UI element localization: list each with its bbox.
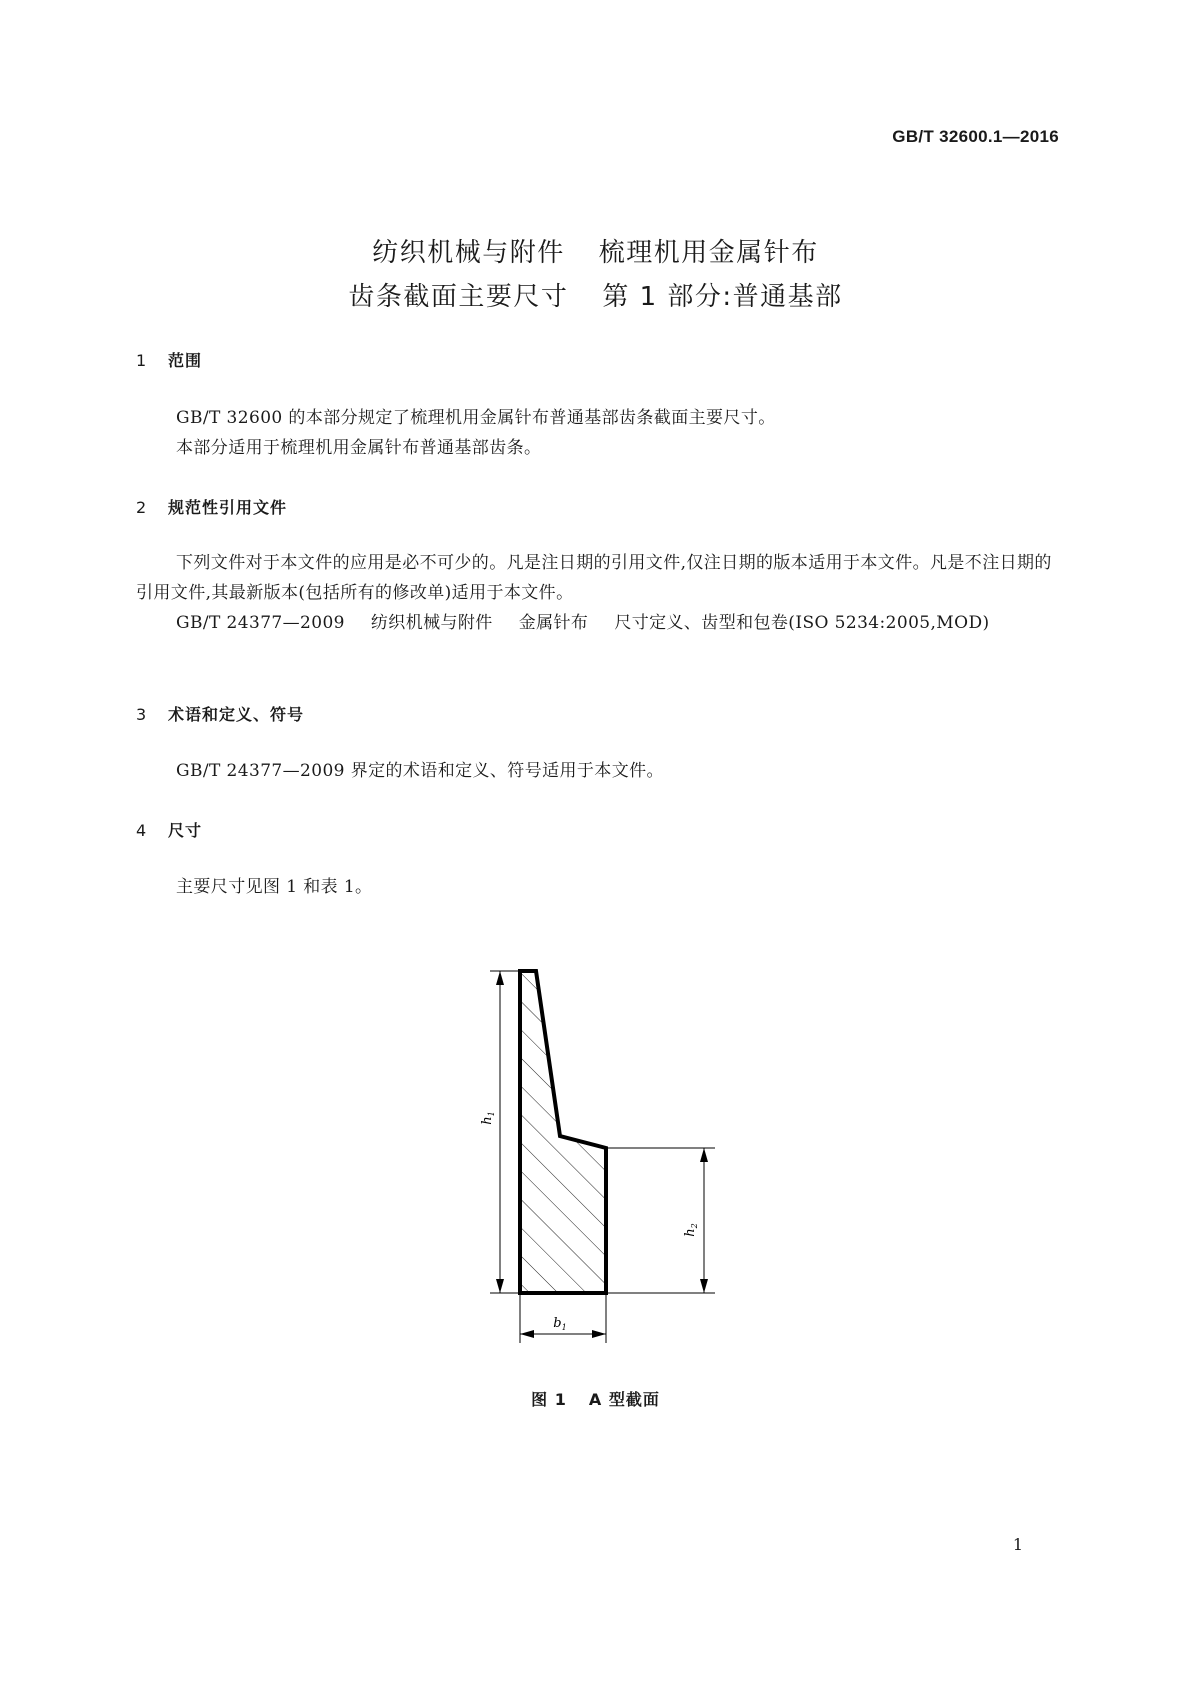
h2-label-sub: 2: [690, 1223, 699, 1229]
section-2-reference: [136, 608, 1056, 638]
section-number: 3: [136, 705, 148, 724]
h2-arrow-bottom: [700, 1279, 708, 1293]
h2-label: [683, 1223, 699, 1236]
figure-number: 图 1: [531, 1390, 567, 1409]
standard-number: GB/T 32600.1—2016: [892, 127, 1059, 146]
section-3-heading: [136, 702, 304, 725]
reference-title: 纺织机械与附件: [370, 613, 493, 633]
b1-arrow-right: [592, 1330, 606, 1338]
figure-caption: [0, 1387, 1191, 1410]
document-title-line-1: [0, 232, 1191, 269]
section-number: 4: [136, 821, 148, 840]
section-title: 尺寸: [168, 821, 203, 840]
cross-section-figure: [460, 966, 720, 1346]
section-number: 1: [136, 351, 148, 370]
reference-title: 金属针布: [518, 613, 589, 633]
page-number: 1: [1012, 1535, 1023, 1554]
title-part: 梳理机用金属针布: [598, 238, 819, 268]
reference-title: 尺寸定义、齿型和包卷(ISO 5234:2005,MOD): [614, 613, 990, 633]
h1-label-sub: 1: [487, 1111, 496, 1117]
section-title: 范围: [168, 351, 203, 370]
section-4-paragraph-1: 主要尺寸见图 1 和表 1。: [176, 877, 373, 897]
section-1-paragraph-2: 本部分适用于梳理机用金属针布普通基部齿条。: [176, 438, 542, 458]
section-number: 2: [136, 498, 148, 517]
title-part: 第 1 部分:普通基部: [602, 282, 843, 312]
section-4-heading: [136, 818, 202, 841]
b1-label: [553, 1316, 566, 1332]
section-3-paragraph-1: GB/T 24377—2009 界定的术语和定义、符号适用于本文件。: [176, 761, 664, 781]
reference-code: GB/T 24377—2009: [176, 613, 345, 633]
title-part: 齿条截面主要尺寸: [348, 282, 569, 312]
h1-arrow-bottom: [496, 1279, 504, 1293]
section-title: 术语和定义、符号: [168, 705, 305, 724]
b1-label-sub: 1: [561, 1323, 567, 1332]
section-title: 规范性引用文件: [168, 498, 288, 517]
h1-label: [480, 1111, 496, 1124]
b1-label-main: b: [553, 1316, 562, 1331]
section-profile: [520, 971, 606, 1293]
section-2-paragraph-1: 下列文件对于本文件的应用是必不可少的。凡是注日期的引用文件,仅注日期的版本适用于本文件。凡是不注日期的引用文件,其最新版本(包括所有的修改单)适用于本文件。: [136, 553, 1052, 603]
section-1-paragraph-1: GB/T 32600 的本部分规定了梳理机用金属针布普通基部齿条截面主要尺寸。: [176, 408, 776, 428]
b1-arrow-left: [520, 1330, 534, 1338]
h2-label-main: h: [683, 1228, 698, 1237]
h2-arrow-top: [700, 1148, 708, 1162]
figure-title: A 型截面: [588, 1390, 660, 1409]
section-2-heading: [136, 495, 287, 518]
h1-arrow-top: [496, 971, 504, 985]
document-title-line-2: [0, 276, 1191, 313]
section-1-heading: [136, 348, 202, 371]
title-part: 纺织机械与附件: [372, 238, 565, 268]
h1-label-main: h: [480, 1116, 495, 1125]
